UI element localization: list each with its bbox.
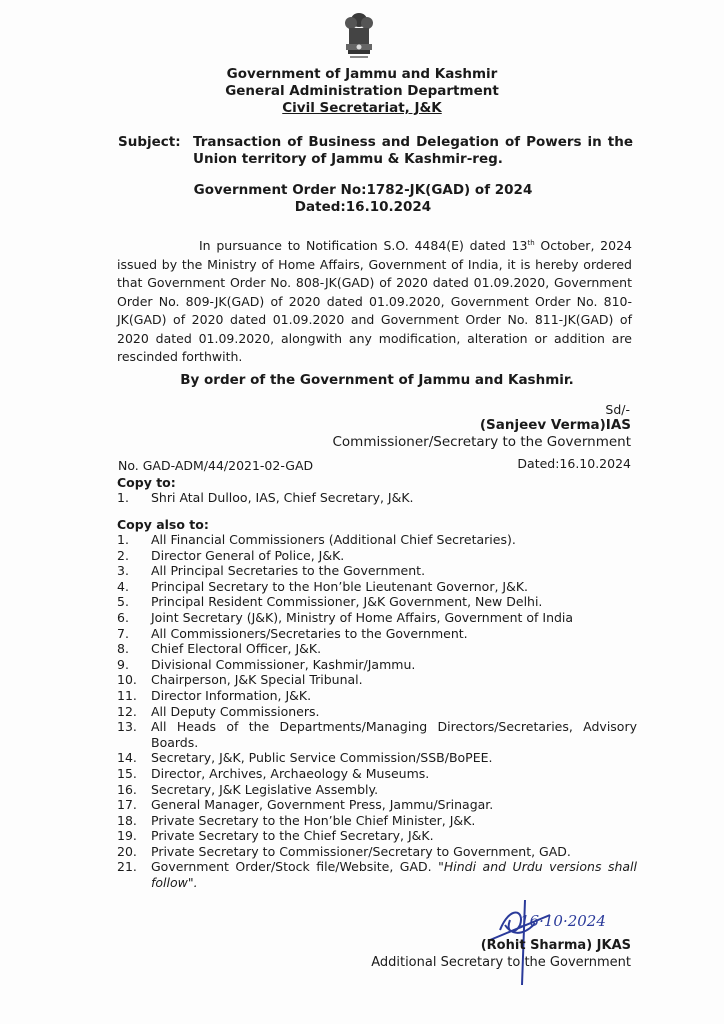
list-item-number: 14. — [117, 750, 137, 766]
list-item — [117, 750, 637, 766]
list-item-text-main: All Deputy Commissioners. — [151, 703, 320, 719]
order-number: Government Order No:1782-JK(GAD) of 2024 — [193, 182, 533, 198]
list-item — [117, 594, 637, 610]
list-item-text — [151, 548, 637, 564]
list-item-text-main: Divisional Commissioner, Kashmir/Jammu. — [151, 656, 416, 672]
copy-to-heading: Copy to: — [117, 475, 176, 490]
list-item-number: 20. — [117, 843, 137, 859]
list-item-number: 15. — [117, 765, 137, 781]
list-item-number: 9. — [117, 656, 129, 672]
list-item-text-main: Chairperson, J&K Special Tribunal. — [151, 672, 363, 688]
list-item-number: 19. — [117, 828, 137, 844]
copy-also-to-list — [117, 532, 637, 891]
list-item-number: 4. — [117, 578, 129, 594]
list-item-text-main: Private Secretary to the Chief Secretary, J&K. — [151, 828, 434, 844]
list-item-text-main: All Principal Secretaries to the Government. — [151, 563, 426, 579]
signatory-name: (Sanjeev Verma)IAS — [479, 417, 631, 433]
list-item-number: 12. — [117, 703, 137, 719]
list-item-number: 13. — [117, 719, 137, 735]
list-item-number: 10. — [117, 672, 137, 688]
list-item-number: 5. — [117, 594, 129, 610]
header-department: General Administration Department — [225, 83, 499, 99]
list-item-text — [151, 704, 637, 720]
list-item-text — [151, 766, 637, 782]
list-item-text — [151, 813, 637, 829]
list-item-text-main: All Commissioners/Secretaries to the Government. — [151, 625, 468, 641]
list-item — [117, 490, 637, 506]
list-item-number: 1. — [117, 490, 129, 505]
list-item-text — [151, 828, 637, 844]
list-item-text-main: All Heads of the Departments/Managing Directors/Secretaries, Advisory Boards. — [151, 719, 637, 750]
list-item-text-main: All Financial Commissioners (Additional Chief Secretaries). — [151, 532, 516, 547]
list-item-text — [151, 782, 637, 798]
list-item-text — [151, 657, 637, 673]
reference-number: No. GAD-ADM/44/2021-02-GAD — [118, 458, 314, 473]
list-item — [117, 532, 637, 548]
list-item-text — [151, 610, 637, 626]
header-office — [0, 100, 724, 117]
list-item-text — [151, 859, 637, 890]
list-item-text — [151, 626, 637, 642]
list-item — [117, 813, 637, 829]
signatory-sd: Sd/- — [605, 402, 630, 417]
order-body-paragraph — [117, 234, 632, 367]
copy-to-list — [117, 490, 637, 506]
list-item — [117, 548, 637, 564]
list-item-number: 1. — [117, 532, 129, 547]
list-item — [117, 672, 637, 688]
list-item — [117, 579, 637, 595]
list-item — [117, 828, 637, 844]
list-item-text — [151, 579, 637, 595]
reference-date: Dated:16.10.2024 — [517, 456, 631, 471]
list-item-number: 8. — [117, 641, 129, 657]
order-date: Dated:16.10.2024 — [294, 199, 432, 215]
list-item-text-main: Government Order/Stock file/Website, GAD. — [151, 859, 432, 875]
list-item-number: 7. — [117, 625, 129, 641]
list-item — [117, 797, 637, 813]
final-signatory-name: (Rohit Sharma) JKAS — [480, 938, 631, 953]
list-item — [117, 626, 637, 642]
list-item-text-main: Secretary, J&K, Public Service Commission/SSB/BoPEE. — [151, 750, 493, 766]
list-item-number: 3. — [117, 563, 129, 579]
list-item — [117, 688, 637, 704]
list-item-text — [151, 563, 637, 579]
para-sup: th — [527, 239, 535, 247]
list-item-text: Shri Atal Dulloo, IAS, Chief Secretary, J&K. — [151, 490, 414, 505]
by-order-line: By order of the Government of Jammu and Kashmir. — [180, 372, 574, 388]
list-item-text — [151, 641, 637, 657]
list-item-number: 17. — [117, 797, 137, 813]
list-item-text — [151, 750, 637, 766]
list-item-number: 16. — [117, 781, 137, 797]
list-item — [117, 641, 637, 657]
list-item-text — [151, 594, 637, 610]
list-item-text-main: Principal Resident Commissioner, J&K Government, New Delhi. — [151, 594, 543, 610]
list-item-number: 2. — [117, 547, 129, 563]
list-item — [117, 766, 637, 782]
list-item-text-main: Principal Secretary to the Hon’ble Lieutenant Governor, J&K. — [151, 578, 529, 594]
list-item-number: 6. — [117, 609, 129, 625]
list-item — [117, 782, 637, 798]
list-item-text — [151, 797, 637, 813]
list-item-text-main: Joint Secretary (J&K), Ministry of Home Affairs, Government of India — [151, 609, 574, 625]
list-item-text — [151, 844, 637, 860]
list-item — [117, 859, 637, 890]
list-item — [117, 844, 637, 860]
list-item-number: 21. — [117, 859, 137, 875]
list-item-number: 18. — [117, 812, 137, 828]
subject-text: Transaction of Business and Delegation of Powers in the Union territory of Jammu & Kashmir-reg. — [193, 134, 633, 167]
list-item-text — [151, 719, 637, 750]
list-item-number: 11. — [117, 687, 137, 703]
list-item — [117, 563, 637, 579]
list-item — [117, 610, 637, 626]
list-item-text — [151, 688, 637, 704]
list-item-text-main: Chief Electoral Officer, J&K. — [151, 641, 322, 657]
list-item-text-main: Private Secretary to Commissioner/Secretary to Government, GAD. — [151, 843, 571, 859]
final-signatory-designation: Additional Secretary to the Government — [371, 955, 631, 970]
list-item-text-main: General Manager, Government Press, Jammu/Srinagar. — [151, 797, 494, 813]
list-item-text-main: Secretary, J&K Legislative Assembly. — [151, 781, 379, 797]
header-government: Government of Jammu and Kashmir — [226, 66, 498, 82]
para-start: In pursuance to Notification S.O. 4484(E) dated 13 — [199, 238, 528, 254]
handwritten-date: 16·10·2024 — [520, 912, 606, 930]
order-heading — [0, 182, 724, 216]
list-item-text-main: Private Secretary to the Hon’ble Chief Minister, J&K. — [151, 812, 476, 828]
list-item-note: "Hindi and Urdu versions shall follow". — [151, 859, 637, 891]
header-office-text: Civil Secretariat, J&K — [282, 100, 442, 116]
signatory-designation: Commissioner/Secretary to the Government — [332, 434, 631, 450]
subject-label: Subject: — [118, 134, 181, 150]
list-item — [117, 719, 637, 750]
list-item-text-main: Director, Archives, Archaeology & Museums. — [151, 765, 430, 781]
copy-also-to-heading: Copy also to: — [117, 517, 209, 532]
national-emblem-icon — [341, 10, 377, 62]
para-rest: October, 2024 issued by the Ministry of Home Affairs, Government of India, it is hereby ordered that Government Order No. 808-JK(GAD) of 2020 dated 01.09.2020, Government Order No. 809-JK(GAD) of 2020 dated 01.09.2020, Government Order No. 810-JK(GAD) of 2020 dated 01.09.2020 and Government Order No. 811-JK(GAD) of 2020 dated 01.09.2020, alongwith any modification, alteration or addition are rescinded forthwith. — [117, 238, 632, 365]
list-item — [117, 704, 637, 720]
list-item — [117, 657, 637, 673]
list-item-text — [151, 532, 637, 548]
list-item-text-main: Director General of Police, J&K. — [151, 547, 345, 563]
list-item-text — [151, 672, 637, 688]
list-item-text-main: Director Information, J&K. — [151, 687, 312, 703]
